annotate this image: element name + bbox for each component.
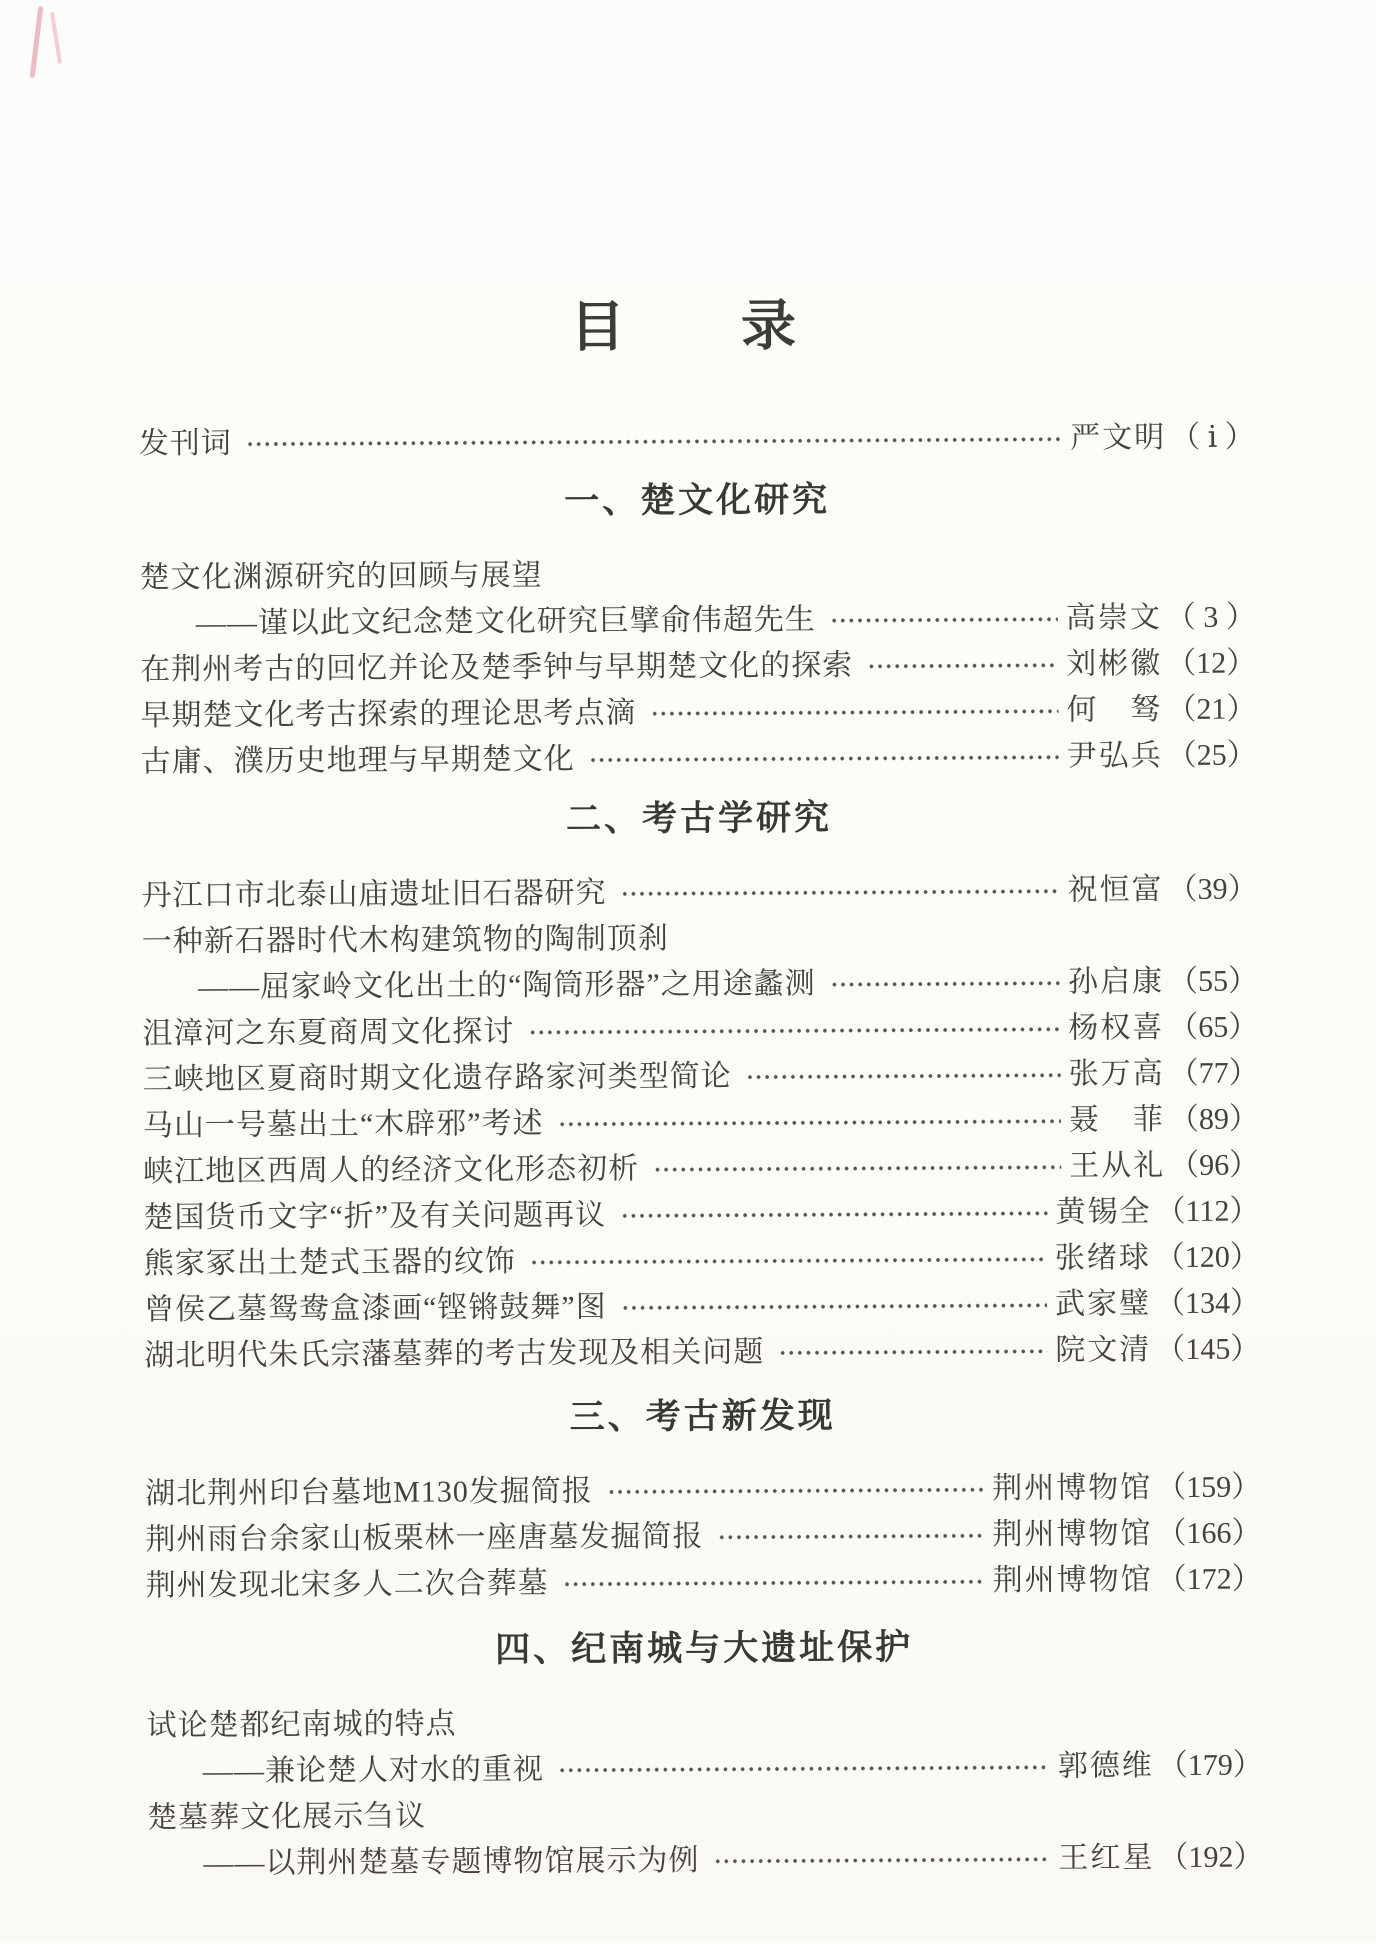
toc-entry [146,1557,1262,1610]
entry-page-number: （12） [1166,646,1257,681]
entry-author: 王从礼 [1069,1149,1166,1183]
entry-author: 严文明 [1070,421,1167,455]
entry-title: 湖北明代朱氏宗藩墓葬的考古发现及相关问题 [144,1335,765,1373]
entry-author: 祝恒富 [1067,873,1164,907]
entry-author: 尹弘兵 [1066,739,1163,773]
entry-author: 黄锡全 [1055,1195,1152,1229]
entry-title: 试论楚都纪南城的特点 [146,1707,457,1743]
toc-entry [144,1281,1260,1334]
entry-title: 荆州发现北宋多人二次合葬墓 [145,1566,549,1603]
entry-title: 楚墓葬文化展示刍议 [147,1799,427,1835]
entry-page-number: （55） [1167,964,1259,999]
dot-leader [587,734,1059,783]
dot-leader [244,416,1063,467]
dot-leader [828,596,1058,643]
dot-leader [715,1512,984,1560]
entry-page-number: （25） [1166,738,1257,773]
entry-author: 荆州博物馆 [992,1471,1153,1506]
toc-entry [143,1051,1259,1104]
entry-subtitle: ——谨以此文纪念楚文化研究巨擘俞伟超先生 [195,603,816,640]
entry-page-number: （112） [1155,1194,1260,1229]
entry-page-number: （ 3 ） [1165,600,1256,635]
entry-page-number: （192） [1158,1840,1264,1875]
toc-entry [147,1835,1263,1888]
entry-title: 一种新石器时代木构建筑物的陶制顶刹 [141,922,669,959]
entry-title: 丹江口市北泰山庙遗址旧石器研究 [141,876,607,913]
entry-author: 院文清 [1055,1333,1152,1367]
entry-author: 王红星 [1058,1841,1155,1875]
dot-leader [711,1836,1050,1884]
toc-entry [145,1511,1261,1564]
dot-leader [526,1006,1060,1055]
toc-entry [144,1327,1260,1380]
section-heading: 三、考古新发现 [569,1396,836,1437]
entry-author: 张万高 [1068,1057,1165,1091]
dot-leader [828,960,1061,1007]
section-heading: 四、纪南城与大遗址保护 [495,1627,914,1670]
toc-entry [143,1143,1259,1196]
entry-page-number: （39） [1167,872,1258,907]
entry-page-number: （65） [1168,1010,1259,1045]
entry-author: 刘彬徽 [1066,647,1163,681]
entry-author: 张绪球 [1054,1241,1151,1275]
entry-title: 沮漳河之东夏商周文化探讨 [142,1015,515,1051]
entry-title: 曾侯乙墓鸳鸯盒漆画“铿锵鼓舞”图 [143,1290,607,1327]
dot-leader [555,1098,1061,1147]
dot-leader [619,1282,1048,1331]
entry-title: 峡江地区西周人的经济文化形态初析 [143,1152,640,1189]
entry-author: 聂 菲 [1068,1103,1166,1137]
entry-title: 熊家冢出土楚式玉器的纹饰 [143,1245,516,1281]
toc-entry [142,959,1258,1012]
entry-author: 孙启康 [1067,965,1165,999]
toc-entry-foreword [139,415,1255,468]
entry-page-number: （77） [1168,1056,1259,1091]
toc-entry [141,733,1257,786]
entry-author: 郭德维 [1057,1749,1154,1783]
dot-leader [605,1466,985,1514]
toc-entry [143,1189,1259,1242]
section-chu-culture-research [139,475,1257,786]
entry-page-number: （21） [1166,692,1257,727]
toc-entry [143,1097,1259,1150]
entry-page-number: （166） [1156,1516,1262,1551]
entry-author: 高崇文 [1065,601,1162,635]
toc-entry [142,913,1258,966]
toc-entry [144,1235,1260,1288]
entry-title: 湖北荆州印台墓地M130发掘简报 [145,1474,593,1511]
dot-leader [618,868,1059,917]
entry-title: 古庸、濮历史地理与早期楚文化 [140,742,575,779]
dot-leader [651,1144,1061,1193]
entry-title: 楚国货币文字“折”及有关问题再议 [143,1198,607,1235]
entry-author: 何 驽 [1066,693,1163,727]
section-new-discoveries [145,1391,1262,1610]
entry-author: 武家璧 [1054,1287,1152,1321]
toc-entry [142,1005,1258,1058]
toc-entry [147,1789,1263,1842]
entry-title: 三峡地区夏商时期文化遗存路家河类型简论 [142,1059,732,1097]
page-title: 目 录 [569,295,799,358]
dot-leader [556,1744,1050,1793]
dot-leader [618,1190,1048,1239]
section-heading: 一、楚文化研究 [563,480,831,521]
entry-page-number: （120） [1154,1240,1260,1275]
dot-leader [744,1052,1061,1100]
toc-entry [146,1697,1262,1750]
entry-title: 马山一号墓出土“木辟邪”考述 [142,1106,544,1143]
entry-author: 荆州博物馆 [992,1517,1153,1552]
entry-subtitle: ——兼论楚人对水的重视 [202,1752,544,1788]
section-archaeology-research [141,793,1261,1380]
entry-page-number: （96） [1169,1148,1260,1183]
section-heading: 二、考古学研究 [565,798,833,839]
toc-entry [147,1743,1263,1796]
toc-entry [140,595,1256,648]
entry-title: 早期楚文化考古探索的理论思考点滴 [140,696,637,733]
entry-page-number: （145） [1155,1332,1261,1367]
dot-leader [648,688,1058,737]
toc-entry [145,1465,1261,1518]
entry-author: 荆州博物馆 [992,1563,1153,1598]
dot-leader [528,1236,1047,1285]
toc-entry [139,549,1255,602]
entry-title: 楚文化渊源研究的回顾与展望 [139,558,543,595]
entry-subtitle: ——以荆州楚墓专题博物馆展示为例 [203,1843,700,1880]
entry-page-number: （ ⅰ ） [1170,420,1255,455]
toc-entry [141,867,1257,920]
entry-page-number: （134） [1154,1286,1261,1321]
toc-entry [140,641,1256,694]
dot-leader [865,642,1058,689]
entry-page-number: （89） [1168,1102,1260,1137]
entry-page-number: （179） [1157,1748,1263,1783]
entry-page-number: （172） [1156,1562,1262,1597]
dot-leader [561,1558,985,1607]
section-jinan-city-preservation [146,1623,1264,1888]
entry-title: 在荆州考古的回忆并论及楚季钟与早期楚文化的探索 [140,648,854,687]
toc-entry [140,687,1256,740]
entry-title: 荆州雨台余家山板栗林一座唐墓发掘简报 [145,1519,704,1557]
dot-leader [776,1328,1047,1376]
entry-title: 发刊词 [138,426,232,461]
entry-author: 杨权喜 [1068,1011,1165,1045]
entry-page-number: （159） [1156,1470,1262,1505]
entry-subtitle: ——屈家岭文化出土的“陶筒形器”之用途蠡测 [197,967,816,1004]
